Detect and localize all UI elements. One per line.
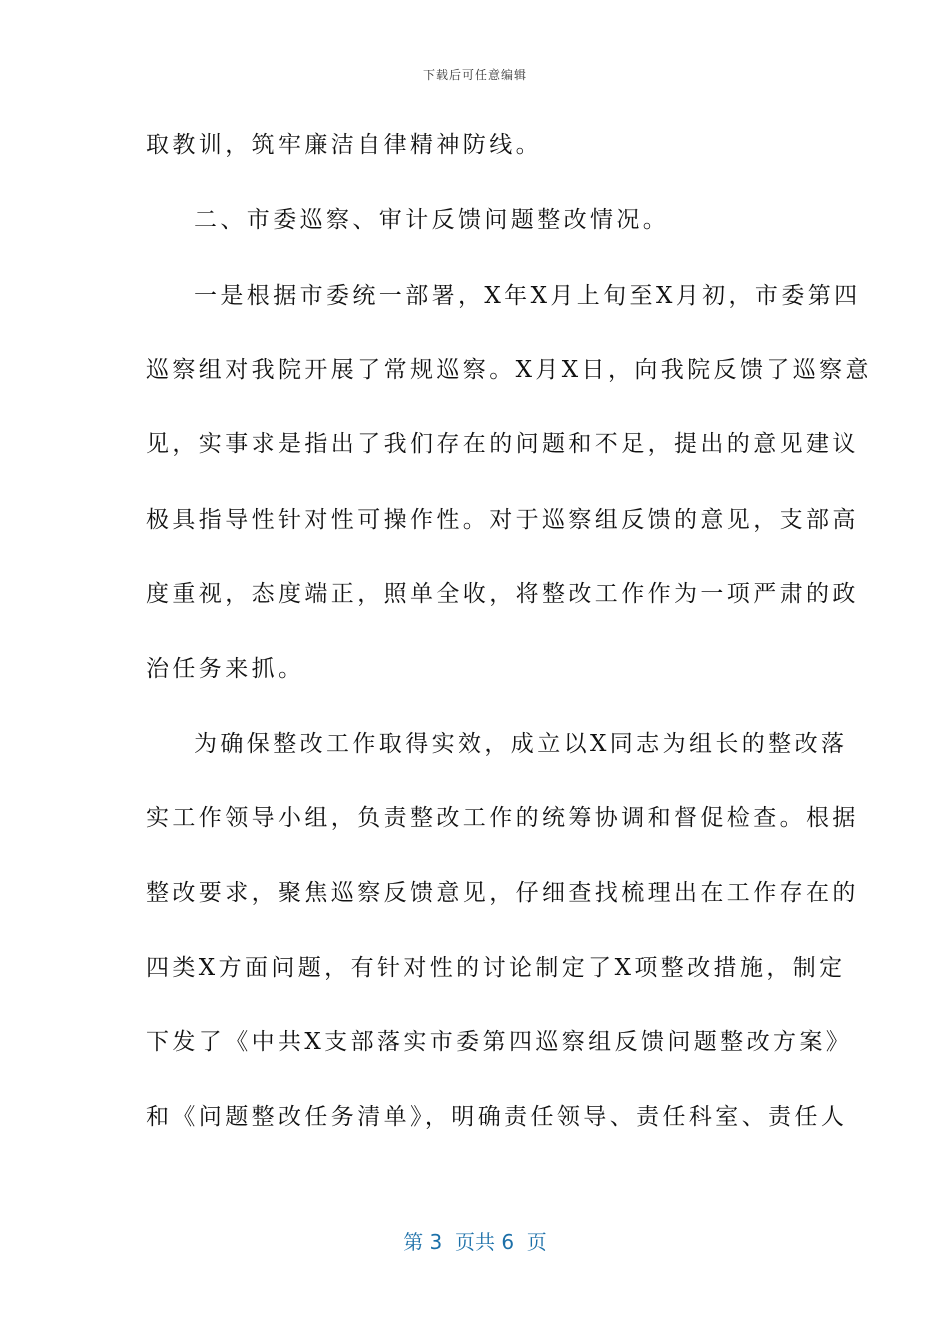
body-line: 四类X方面问题，有针对性的讨论制定了X项整改措施，制定 bbox=[146, 955, 846, 981]
body-line: 治任务来抓。 bbox=[146, 656, 305, 682]
body-line: 度重视，态度端正，照单全收，将整改工作作为一项严肃的政 bbox=[146, 581, 859, 607]
page-number: 第 3 页共 6 页 bbox=[403, 1230, 547, 1254]
paragraph-start: 为确保整改工作取得实效，成立以X同志为组长的整改落 bbox=[194, 731, 848, 757]
body-line: 取教训，筑牢廉洁自律精神防线。 bbox=[146, 132, 542, 158]
body-line: 巡察组对我院开展了常规巡察。X月X日，向我院反馈了巡察意 bbox=[146, 357, 872, 383]
body-line: 实工作领导小组，负责整改工作的统筹协调和督促检查。根据 bbox=[146, 805, 859, 831]
body-line: 和《问题整改任务清单》，明确责任领导、责任科室、责任人 bbox=[146, 1104, 848, 1130]
body-line: 见，实事求是指出了我们存在的问题和不足，提出的意见建议 bbox=[146, 431, 859, 457]
body-line: 下发了《中共X支部落实市委第四巡察组反馈问题整改方案》 bbox=[146, 1029, 853, 1055]
body-line: 整改要求，聚焦巡察反馈意见，仔细查找梳理出在工作存在的 bbox=[146, 880, 859, 906]
paragraph-start: 一是根据市委统一部署，X年X月上旬至X月初，市委第四 bbox=[194, 283, 861, 309]
section-heading: 二、市委巡察、审计反馈问题整改情况。 bbox=[194, 207, 670, 233]
body-line: 极具指导性针对性可操作性。对于巡察组反馈的意见，支部高 bbox=[146, 507, 859, 533]
page-header-note: 下载后可任意编辑 bbox=[422, 68, 527, 82]
